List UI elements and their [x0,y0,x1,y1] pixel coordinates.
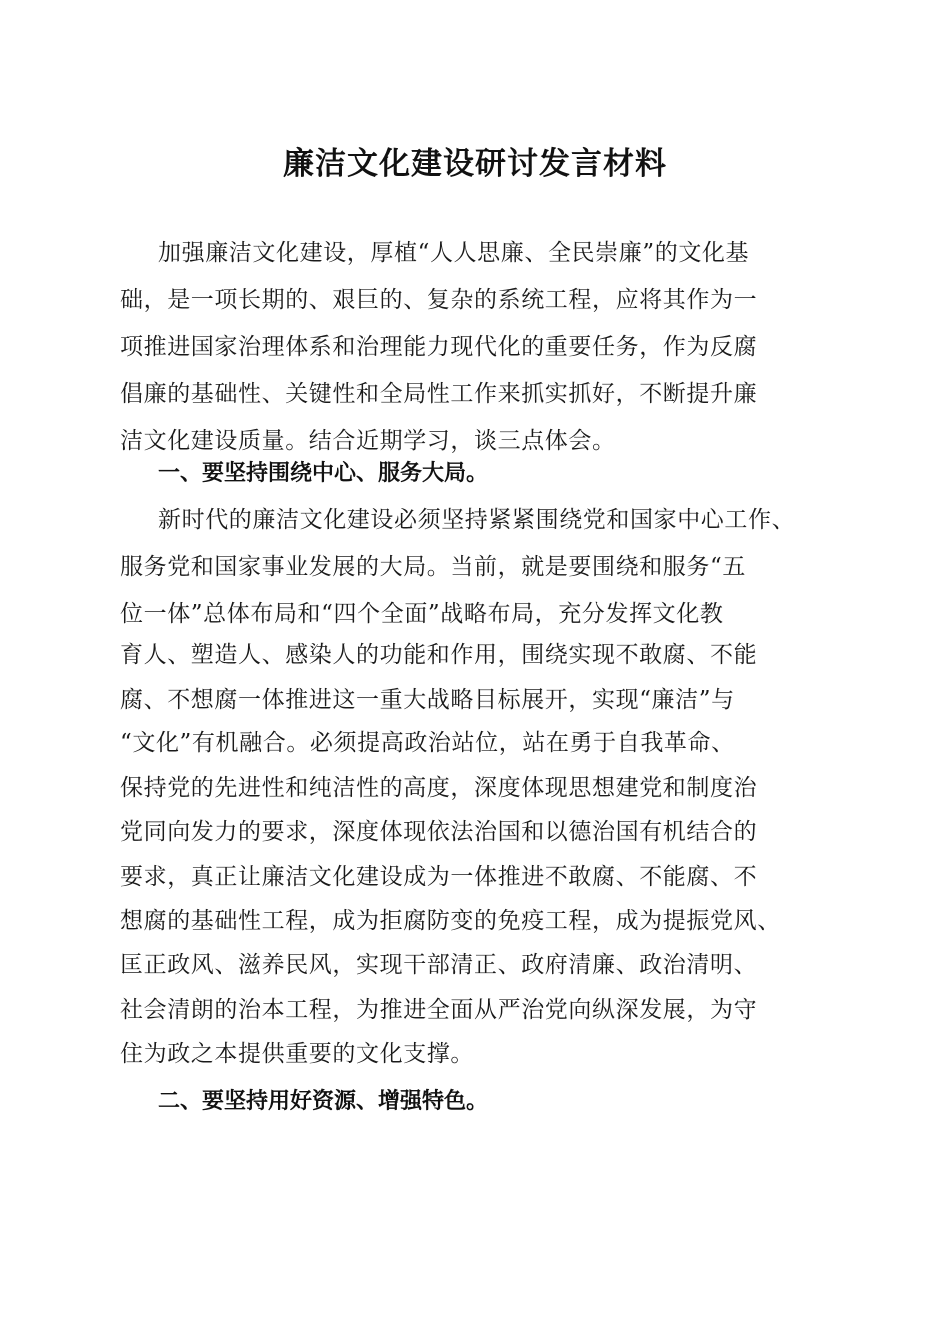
intro-line: 倡廉的基础性、关键性和全局性工作来抓实抓好，不断提升廉 [120,381,758,407]
section1-line: 服务党和国家事业发展的大局。当前，就是要围绕和服务“五 [120,554,746,580]
section1-line: 想腐的基础性工程，成为拒腐防变的免疫工程，成为提振党风、 [120,908,781,934]
section1-line: 腐、不想腐一体推进这一重大战略目标展开，实现“廉洁”与 [120,687,735,713]
section1-line: 匡正政风、滋养民风，实现干部清正、政府清廉、政治清明、 [120,952,758,978]
section-heading-2: 二、要坚持用好资源、增强特色。 [158,1089,489,1114]
intro-line: 项推进国家治理体系和治理能力现代化的重要任务，作为反腐 [120,334,758,360]
page-title: 廉洁文化建设研讨发言材料 [283,146,667,182]
section1-line: 新时代的廉洁文化建设必须坚持紧紧围绕党和国家中心工作、 [158,507,796,533]
section1-line: 位一体”总体布局和“四个全面”战略布局，充分发挥文化教 [120,601,724,627]
section1-line: 住为政之本提供重要的文化支撑。 [120,1041,474,1067]
section1-line: 社会清朗的治本工程，为推进全面从严治党向纵深发展，为守 [120,997,758,1023]
section1-line: “文化”有机融合。必须提高政治站位，站在勇于自我革命、 [120,730,735,756]
intro-line: 础，是一项长期的、艰巨的、复杂的系统工程，应将其作为一 [120,287,758,313]
section1-line: 党同向发力的要求，深度体现依法治国和以德治国有机结合的 [120,819,758,845]
intro-line: 洁文化建设质量。结合近期学习，谈三点体会。 [120,428,616,454]
section1-line: 要求，真正让廉洁文化建设成为一体推进不敢腐、不能腐、不 [120,864,758,890]
section1-line: 保持党的先进性和纯洁性的高度，深度体现思想建党和制度治 [120,775,758,801]
section-heading-1: 一、要坚持围绕中心、服务大局。 [158,461,489,486]
section1-line: 育人、塑造人、感染人的功能和作用，围绕实现不敢腐、不能 [120,642,758,668]
intro-line: 加强廉洁文化建设，厚植“人人思廉、全民崇廉”的文化基 [158,240,750,266]
